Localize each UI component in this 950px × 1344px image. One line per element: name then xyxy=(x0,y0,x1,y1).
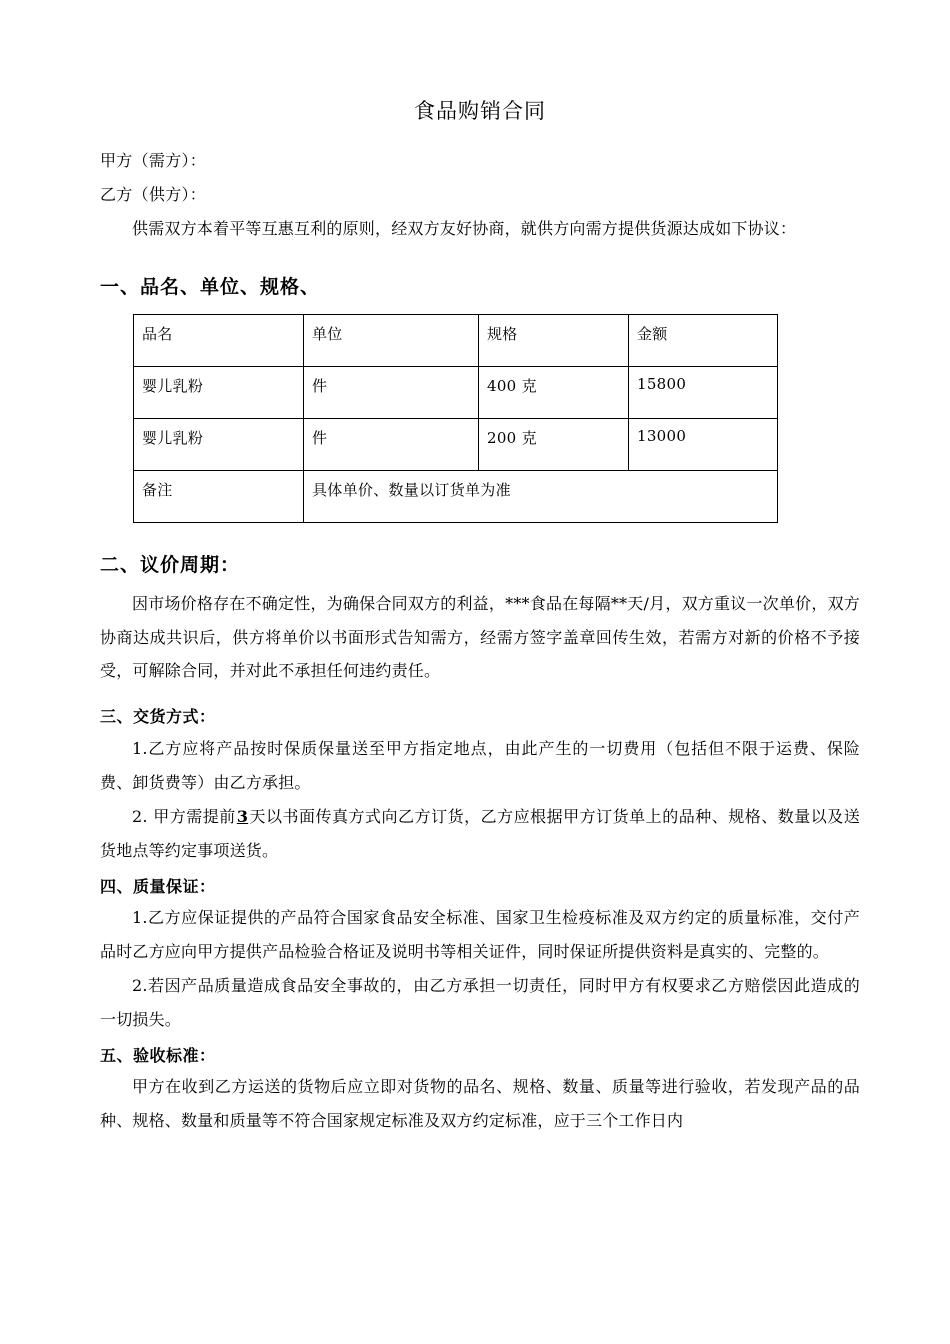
cell-amount: 15800 xyxy=(629,366,778,418)
section-one-heading: 一、品名、单位、规格、 xyxy=(100,276,321,299)
advance-days-blank: 3 xyxy=(236,806,249,826)
cell-spec: 200 克 xyxy=(479,418,629,470)
section-four-item-2: 2.若因产品质量造成食品安全事故的，由乙方承担一切责任，同时甲方有权要求乙方赔偿因此造成的一切损失。 xyxy=(100,976,860,1029)
section-five-heading: 五、验收标准： xyxy=(100,1045,216,1065)
section-four-heading: 四、质量保证： xyxy=(100,876,216,896)
goods-table-wrapper xyxy=(133,314,860,523)
item2-prefix: 2. 甲方需提前 xyxy=(132,806,236,826)
cell-amount: 13000 xyxy=(629,418,778,470)
table-header-cell-name: 品名 xyxy=(134,314,304,366)
table-note-row xyxy=(134,470,778,522)
item2-suffix: 天以书面传真方式向乙方订货，乙方应根据甲方订货单上的品种、规格、数量以及送货地点等约定事项送货。 xyxy=(100,806,860,860)
cell-note-value: 具体单价、数量以订货单为准 xyxy=(304,470,778,522)
table-header-cell-spec: 规格 xyxy=(479,314,629,366)
section-four-item-1: 1.乙方应保证提供的产品符合国家食品安全标准、国家卫生检疫标准及双方约定的质量标准，交付产品时乙方应向甲方提供产品检验合格证及说明书等相关证件，同时保证所提供资料是真实的、完整的。 xyxy=(100,908,860,962)
cell-product-name: 婴儿乳粉 xyxy=(134,418,304,470)
section-three-item-2 xyxy=(100,800,860,868)
page-title: 食品购销合同 xyxy=(414,99,546,123)
preamble-paragraph: 供需双方本着平等互惠互利的原则，经双方友好协商，就供方向需方提供货源达成如下协议： xyxy=(132,218,797,238)
table-header-cell-unit: 单位 xyxy=(304,314,479,366)
table-header-cell-amount: 金额 xyxy=(629,314,778,366)
parties-block xyxy=(100,144,860,211)
party-b-line: 乙方（供方）： xyxy=(100,184,207,204)
cell-note-label: 备注 xyxy=(134,470,304,522)
party-a-line: 甲方（需方）： xyxy=(100,151,207,171)
table-row xyxy=(134,366,778,418)
section-two-body: 因市场价格存在不确定性，为确保合同双方的利益，***食品在每隔**天/月，双方重议一次单价，双方协商达成共识后，供方将单价以书面形式告知需方，经需方签字盖章回传生效，若需方对新的价格不予接受，可解除合同，并对此不承担任何违约责任。 xyxy=(100,593,860,681)
table-header-row xyxy=(134,314,778,366)
cell-spec: 400 克 xyxy=(479,366,629,418)
section-three-heading: 三、交货方式： xyxy=(100,707,216,727)
section-two-heading: 二、议价周期： xyxy=(100,553,241,576)
cell-product-name: 婴儿乳粉 xyxy=(134,366,304,418)
document-content xyxy=(100,0,860,1138)
section-three-item-1: 1.乙方应将产品按时保质保量送至甲方指定地点，由此产生的一切费用（包括但不限于运费、保险费、卸货费等）由乙方承担。 xyxy=(100,738,860,792)
cell-unit: 件 xyxy=(304,418,479,470)
cell-unit: 件 xyxy=(304,366,479,418)
table-row xyxy=(134,418,778,470)
goods-table xyxy=(133,314,778,523)
section-five-body: 甲方在收到乙方运送的货物后应立即对货物的品名、规格、数量、质量等进行验收，若发现产品的品种、规格、数量和质量等不符合国家规定标准及双方约定标准，应于三个工作日内 xyxy=(100,1077,860,1131)
